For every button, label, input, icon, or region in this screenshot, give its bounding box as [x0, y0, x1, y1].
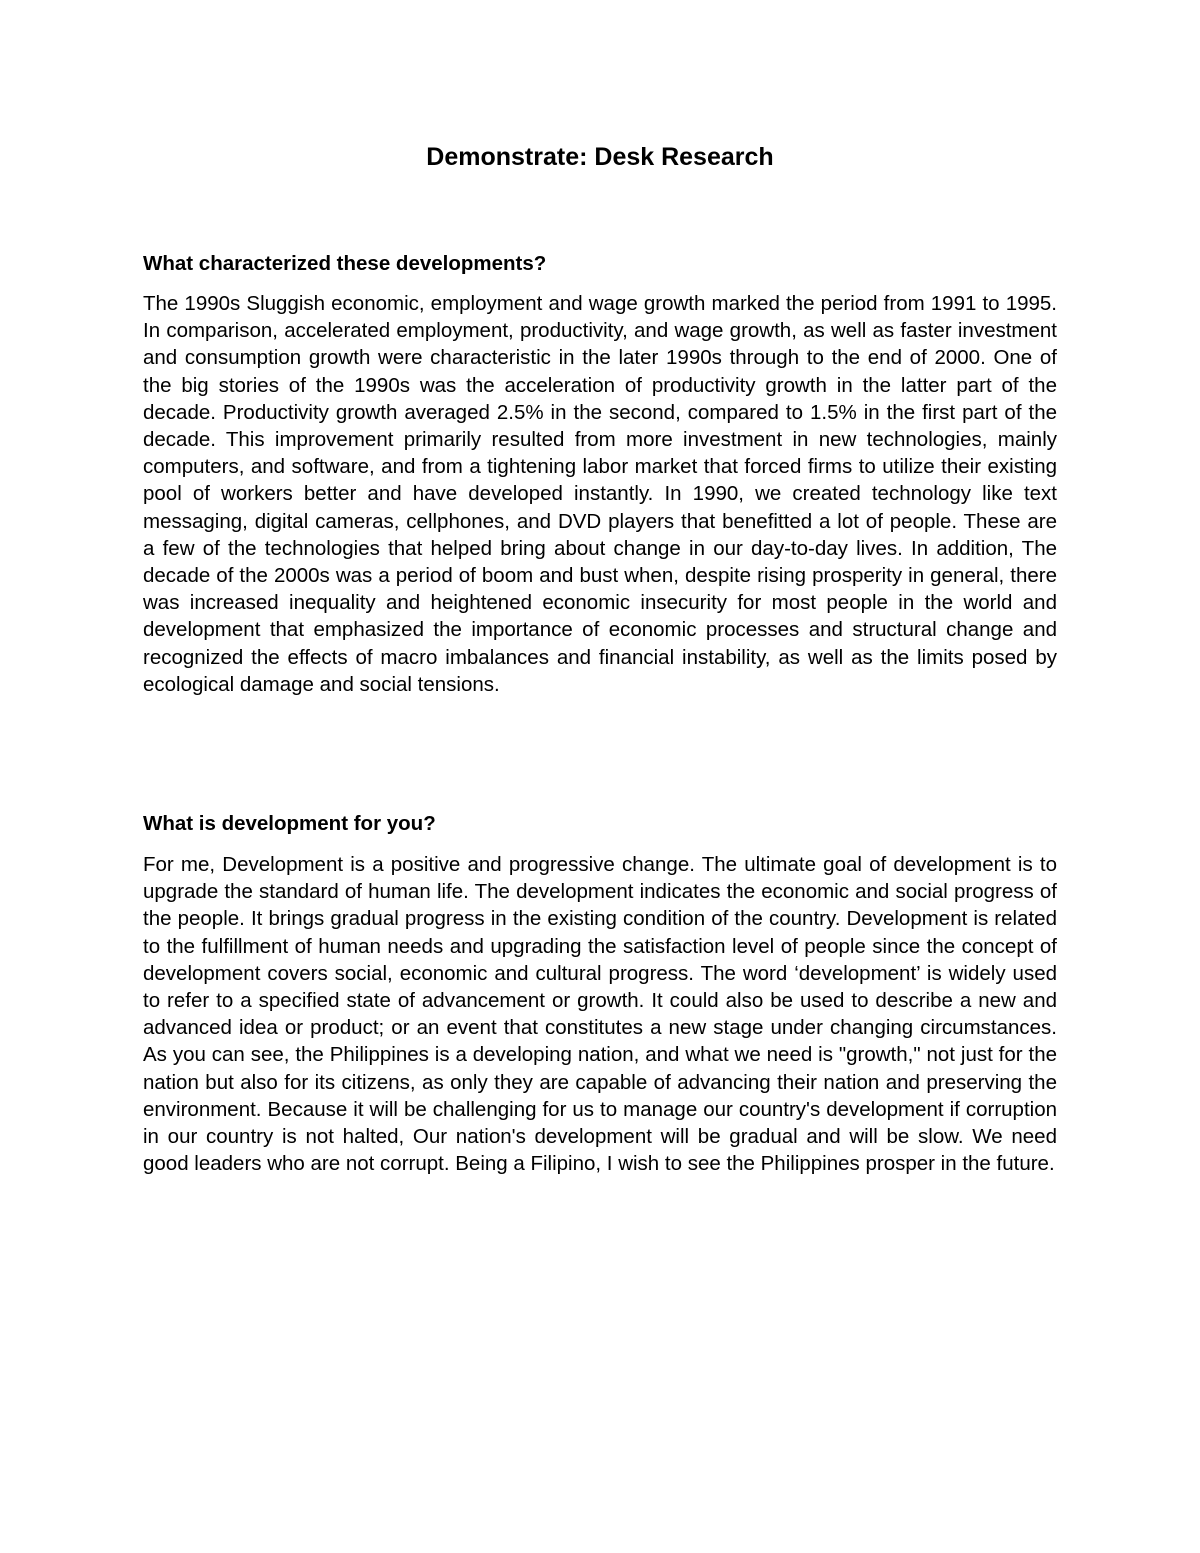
document-title: Demonstrate: Desk Research	[426, 143, 774, 171]
section-body-developments: The 1990s Sluggish economic, employment and wage growth marked the period from 1991 to 1995. In comparison, accelerated employment, productivity, and wage growth, as well as faster investment and consumption growth were characteristic in the later 1990s through to the end of 2000. One of the big stories of the 1990s was the acceleration of productivity growth in the latter part of the decade. Productivity growth averaged 2.5% in the second, compared to 1.5% in the first part of the decade. This improvement primarily resulted from more investment in new technologies, mainly computers, and software, and from a tightening labor market that forced firms to utilize their existing pool of workers better and have developed instantly. In 1990, we created technology like text messaging, digital cameras, cellphones, and DVD players that benefitted a lot of people. These are a few of the technologies that helped bring about change in our day-to-day lives. In addition, The decade of the 2000s was a period of boom and bust when, despite rising prosperity in general, there was increased inequality and heightened economic insecurity for most people in the world and development that emphasized the importance of economic processes and structural change and recognized the effects of macro imbalances and financial instability, as well as the limits posed by ecological damage and social tensions.	[143, 292, 1057, 696]
section-heading-developments: What characterized these developments?	[143, 252, 547, 275]
section-heading-development-for-you: What is development for you?	[143, 812, 436, 835]
section-body-development-for-you: For me, Development is a positive and progressive change. The ultimate goal of development is to upgrade the standard of human life. The development indicates the economic and social progress of the people. It brings gradual progress in the existing condition of the country. Development is related to the fulfillment of human needs and upgrading the satisfaction level of people since the concept of development covers social, economic and cultural progress. The word ‘development’ is widely used to refer to a specified state of advancement or growth. It could also be used to describe a new and advanced idea or product; or an event that constitutes a new stage under changing circumstances. As you can see, the Philippines is a developing nation, and what we need is "growth," not just for the nation but also for its citizens, as only they are capable of advancing their nation and preserving the environment. Because it will be challenging for us to manage our country's development if corruption in our country is not halted, Our nation's development will be gradual and will be slow. We need good leaders who are not corrupt. Being a Filipino, I wish to see the Philippines prosper in the future.	[143, 853, 1057, 1176]
